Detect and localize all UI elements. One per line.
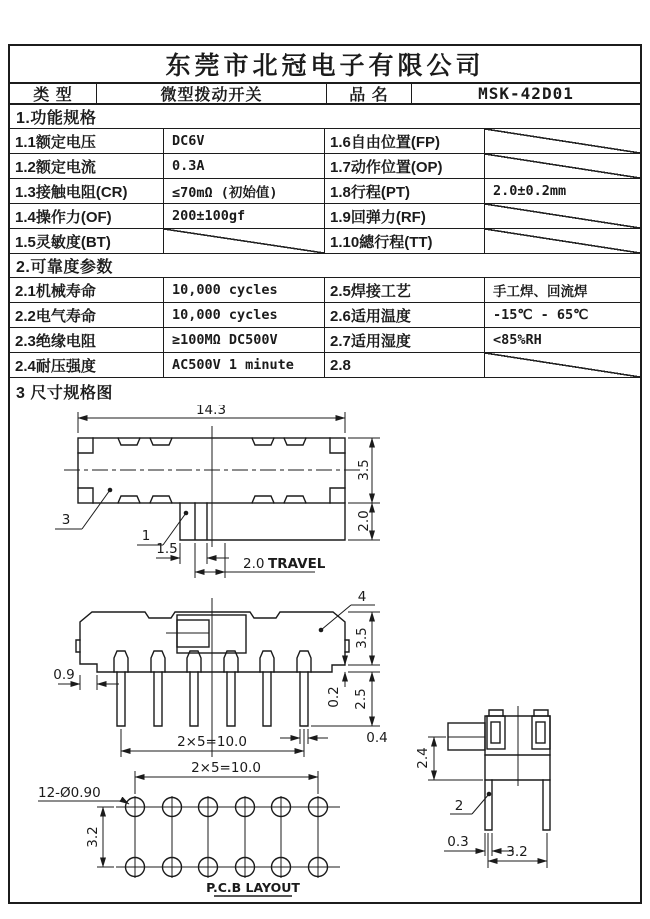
spec-label-cell: 1.8行程(PT) bbox=[325, 179, 485, 204]
spec-value-cell: AC500V 1 minute bbox=[164, 353, 325, 378]
datasheet-page bbox=[8, 44, 642, 904]
spec-label-cell: 2.7适用湿度 bbox=[325, 328, 485, 353]
spec-value-cell: 10,000 cycles bbox=[164, 303, 325, 328]
spec-value-cell: <85%RH bbox=[485, 328, 640, 353]
side-view-drawing bbox=[415, 706, 550, 868]
callout-3-cover bbox=[55, 488, 112, 529]
dim-travel-label: TRAVEL bbox=[268, 556, 326, 572]
table-row bbox=[10, 353, 640, 378]
dim-pin-length: 2.5 bbox=[353, 688, 369, 710]
spec-value-cell-na bbox=[485, 154, 640, 179]
spec-label-cell: 2.1机械寿命 bbox=[10, 278, 164, 303]
spec-value-cell-na bbox=[485, 353, 640, 378]
section-1-header: 1.功能规格 bbox=[10, 105, 640, 129]
svg-text:4: 4 bbox=[357, 589, 367, 605]
spec-value-cell-na bbox=[164, 229, 325, 254]
spec-table-reliability bbox=[10, 278, 640, 378]
top-view-drawing bbox=[55, 405, 380, 578]
spec-label-cell: 1.1额定电压 bbox=[10, 129, 164, 154]
dim-pin-step: 0.2 bbox=[326, 686, 342, 708]
dim-pin-width: 0.4 bbox=[366, 730, 388, 746]
spec-value-cell: 2.0±0.2mm bbox=[485, 179, 640, 204]
pcb-layout-caption: P.C.B LAYOUT bbox=[206, 880, 300, 895]
spec-label-cell: 2.8 bbox=[325, 353, 485, 378]
table-row bbox=[10, 328, 640, 353]
spec-value-cell: 0.3A bbox=[164, 154, 325, 179]
type-name-row bbox=[10, 84, 640, 105]
dim-actuator: 2.4 bbox=[415, 747, 431, 769]
dim-knob-width: 1.5 bbox=[156, 541, 178, 557]
table-row bbox=[10, 229, 640, 254]
dim-leg-span: 3.2 bbox=[506, 844, 528, 860]
svg-text:3: 3 bbox=[61, 512, 71, 528]
spec-table-functional bbox=[10, 129, 640, 254]
spec-value-cell: ≤70mΩ (初始值) bbox=[164, 179, 325, 204]
dim-step: 0.9 bbox=[53, 667, 75, 683]
table-row bbox=[10, 278, 640, 303]
table-row bbox=[10, 303, 640, 328]
dim-pin-pitch: 2×5=10.0 bbox=[177, 734, 247, 750]
type-label: 类 型 bbox=[10, 84, 97, 103]
spec-label-cell: 2.2电气寿命 bbox=[10, 303, 164, 328]
type-value: 微型拨动开关 bbox=[97, 84, 327, 103]
dim-top-width: 14.3 bbox=[195, 405, 227, 418]
pcb-layout-drawing bbox=[38, 760, 340, 896]
spec-label-cell: 1.9回弹力(RF) bbox=[325, 204, 485, 229]
dim-travel: 2.0 bbox=[243, 556, 265, 572]
spec-label-cell: 1.7动作位置(OP) bbox=[325, 154, 485, 179]
dim-skirt-height: 2.0 bbox=[356, 510, 372, 532]
product-name-label: 品 名 bbox=[327, 84, 412, 103]
company-title: 东莞市北冠电子有限公司 bbox=[10, 46, 640, 84]
table-row bbox=[10, 154, 640, 179]
spec-value-cell: 200±100gf bbox=[164, 204, 325, 229]
product-name-value: MSK-42D01 bbox=[478, 84, 574, 103]
table-row bbox=[10, 129, 640, 154]
spec-label-cell: 1.5灵敏度(BT) bbox=[10, 229, 164, 254]
spec-value-cell: 手工焊、回流焊 bbox=[485, 278, 640, 303]
spec-label-cell: 1.2额定电流 bbox=[10, 154, 164, 179]
dim-row-pitch: 3.2 bbox=[85, 826, 101, 848]
label-hole-count: 12-Ø0.90 bbox=[38, 785, 101, 801]
spec-label-cell: 2.3绝缘电阻 bbox=[10, 328, 164, 353]
spec-label-cell: 2.6适用温度 bbox=[325, 303, 485, 328]
section-3-header: 3 尺寸规格图 bbox=[16, 385, 113, 402]
front-view-drawing bbox=[53, 589, 387, 757]
spec-label-cell: 2.5焊接工艺 bbox=[325, 278, 485, 303]
section-2-header: 2.可靠度参数 bbox=[10, 254, 640, 278]
dim-leg-width: 0.3 bbox=[447, 834, 469, 850]
spec-value-cell: DC6V bbox=[164, 129, 325, 154]
table-row bbox=[10, 204, 640, 229]
svg-text:2: 2 bbox=[454, 798, 464, 814]
spec-value-cell: 10,000 cycles bbox=[164, 278, 325, 303]
dim-hole-pitch: 2×5=10.0 bbox=[191, 760, 261, 776]
callout-4-body bbox=[319, 589, 375, 632]
spec-label-cell: 1.6自由位置(FP) bbox=[325, 129, 485, 154]
spec-value-cell-na bbox=[485, 204, 640, 229]
dimension-drawings bbox=[8, 405, 642, 902]
table-row bbox=[10, 179, 640, 204]
spec-value-cell: -15℃ - 65℃ bbox=[485, 303, 640, 328]
spec-value-cell-na bbox=[485, 229, 640, 254]
spec-label-cell: 1.10總行程(TT) bbox=[325, 229, 485, 254]
spec-label-cell: 2.4耐压强度 bbox=[10, 353, 164, 378]
spec-label-cell: 1.3接触电阻(CR) bbox=[10, 179, 164, 204]
spec-value-cell-na bbox=[485, 129, 640, 154]
dim-front-height: 3.5 bbox=[354, 627, 370, 649]
svg-text:1: 1 bbox=[141, 528, 151, 544]
dim-body-height: 3.5 bbox=[356, 459, 372, 481]
spec-label-cell: 1.4操作力(OF) bbox=[10, 204, 164, 229]
spec-value-cell: ≥100MΩ DC500V bbox=[164, 328, 325, 353]
